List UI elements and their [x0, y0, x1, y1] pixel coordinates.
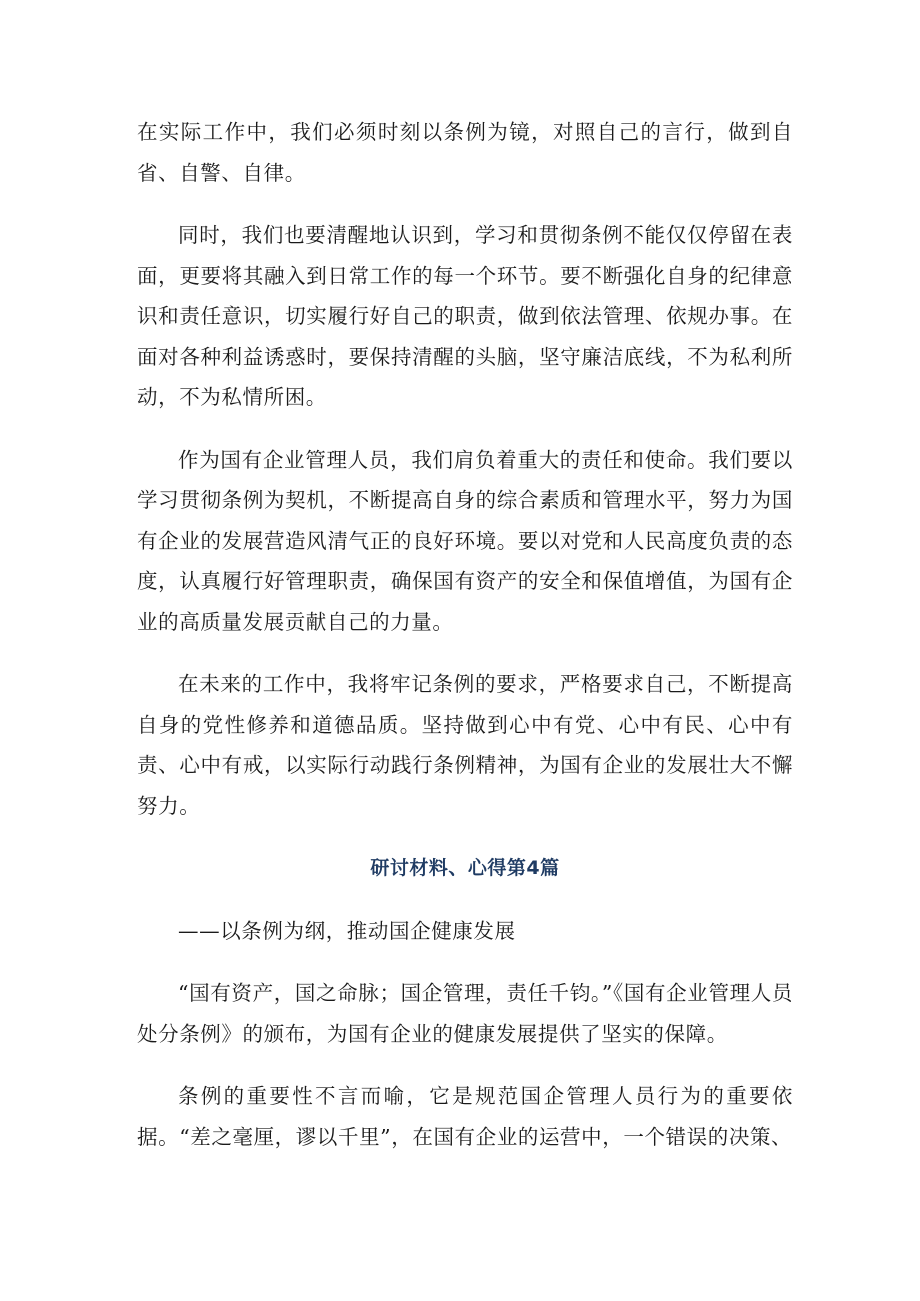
section-subtitle: ——以条例为纲，推动国企健康发展 — [178, 918, 516, 943]
paragraph-3: 作为国有企业管理人员，我们肩负着重大的责任和使命。我们要以学习贯彻条例为契机，不断提高自身的综合素质和管理水平，努力为国有企业的发展营造风清气正的良好环境。要以对党和人民高度负责的态度，认真履行好管理职责，确保国有资产的安全和保值增值，为国有企业的高质量发展贡献自己的力量。 — [137, 447, 793, 634]
section-heading: 研讨材料、心得第4篇 — [370, 857, 560, 879]
paragraph-1: 在实际工作中，我们必须时刻以条例为镜，对照自己的言行，做到自省、自警、自律。 — [137, 120, 793, 185]
paragraph-5: “国有资产，国之命脉；国企管理，责任千钧。”《国有企业管理人员处分条例》的颁布，为国有企业的健康发展提供了坚实的保障。 — [137, 981, 793, 1046]
paragraph-6: 条例的重要性不言而喻，它是规范国企管理人员行为的重要依据。“差之毫厘，谬以千里”，在国有企业的运营中，一个错误的决策、 — [137, 1084, 793, 1149]
paragraph-2: 同时，我们也要清醒地认识到，学习和贯彻条例不能仅仅停留在表面，更要将其融入到日常工作的每一个环节。要不断强化自身的纪律意识和责任意识，切实履行好自己的职责，做到依法管理、依规办事。在面对各种利益诱惑时，要保持清醒的头脑，坚守廉洁底线，不为私利所动，不为私情所困。 — [137, 223, 793, 409]
paragraph-4: 在未来的工作中，我将牢记条例的要求，严格要求自己，不断提高自身的党性修养和道德品质。坚持做到心中有党、心中有民、心中有责、心中有戒，以实际行动践行条例精神，为国有企业的发展壮大不懈努力。 — [137, 672, 793, 818]
document-body — [137, 112, 793, 1179]
